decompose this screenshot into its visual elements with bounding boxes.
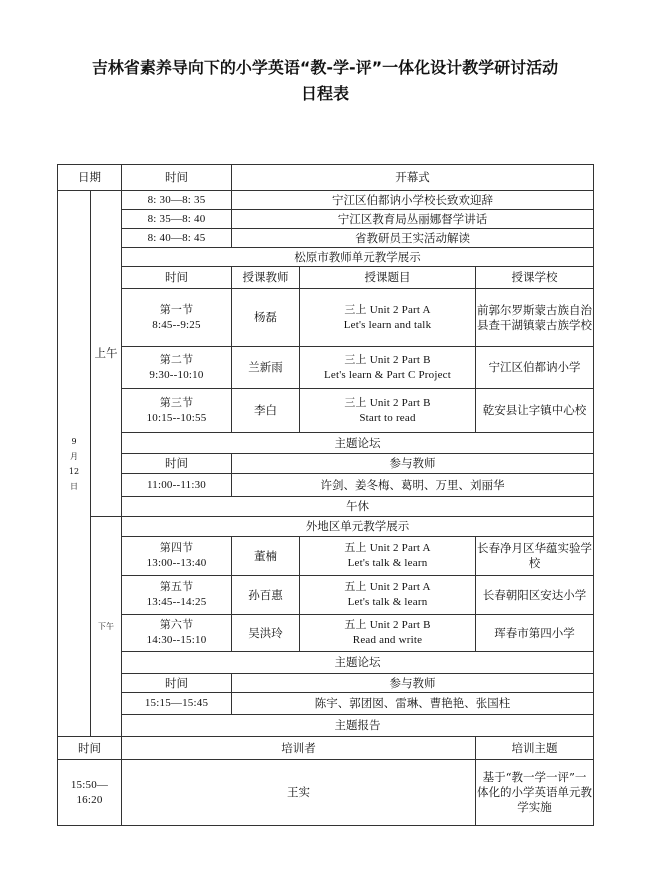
lesson-time-range: 8:45--9:25: [152, 318, 201, 331]
lesson-time-range: 13:45--14:25: [146, 596, 207, 608]
lunch-break: 午休: [122, 497, 594, 517]
lesson-teacher: 李白: [232, 389, 300, 433]
page-subtitle: 日程表: [300, 84, 349, 103]
lesson-period: 第五节: [159, 581, 194, 593]
lesson-period: 第四节: [159, 542, 194, 554]
lesson-time-range: 9:30--10:10: [149, 368, 204, 381]
table-row: [58, 615, 594, 652]
schedule-table: [57, 164, 594, 826]
section-title-other: 外地区单元教学展示: [122, 517, 594, 537]
table-row: [58, 693, 594, 715]
report-title: 主题报告: [122, 715, 594, 737]
lesson-period: 第一节: [159, 303, 194, 316]
forum-header-participants: 参与教师: [232, 454, 594, 474]
opening-content: 宁江区伯都讷小学校长致欢迎辞: [232, 191, 594, 210]
opening-content: 宁江区教育局丛丽娜督学讲话: [232, 210, 594, 229]
table-row: [58, 433, 594, 454]
header-row: [58, 165, 594, 191]
date-month-num: 9: [71, 436, 77, 446]
lesson-time: [122, 389, 232, 433]
opening-time: 8: 40—8: 45: [122, 229, 232, 248]
table-row: [58, 191, 594, 210]
col-header-time: 时间: [122, 267, 232, 289]
morning-label: 上午: [91, 191, 122, 517]
col-header-topic: 授课题目: [300, 267, 476, 289]
report-topic: 基于“教一学一评”一体化的小学英语单元教学实施: [476, 760, 594, 826]
lesson-school: 长春净月区华蕴实验学校: [476, 537, 594, 576]
lesson-school: 长春朝阳区安达小学: [476, 576, 594, 615]
lesson-teacher: 吴洪玲: [232, 615, 300, 652]
table-row: [58, 674, 594, 693]
date-month: 月: [70, 451, 78, 461]
table-row: [58, 229, 594, 248]
report-header-time: 时间: [58, 737, 122, 760]
opening-time: 8: 35—8: 40: [122, 210, 232, 229]
table-row: [58, 760, 594, 826]
lesson-topic-part: Let's talk & learn: [347, 557, 428, 569]
lesson-topic: [300, 289, 476, 347]
header-opening: 开幕式: [232, 165, 594, 191]
lesson-topic-unit: 三上 Unit 2 Part B: [344, 396, 431, 409]
section-title-songyuan: 松原市教师单元教学展示: [122, 248, 594, 267]
lesson-topic: [300, 537, 476, 576]
forum-header-time: 时间: [122, 674, 232, 693]
report-trainer: 王实: [122, 760, 476, 826]
report-time: 15:50—16:20: [58, 760, 122, 826]
lesson-time: [122, 576, 232, 615]
lesson-topic-part: Read and write: [352, 634, 423, 646]
forum-participants: 陈宇、郭团囡、雷琳、曹艳艳、张国柱: [232, 693, 594, 715]
table-row: [58, 454, 594, 474]
lesson-topic-unit: 三上 Unit 2 Part A: [344, 303, 431, 316]
lesson-school: 珲春市第四小学: [476, 615, 594, 652]
header-date: 日期: [58, 165, 122, 191]
forum-time: 15:15—15:45: [122, 693, 232, 715]
date-day-num: 12: [68, 466, 80, 476]
forum-title: 主题论坛: [122, 433, 594, 454]
lesson-period: 第六节: [159, 619, 194, 631]
table-row: [58, 715, 594, 737]
lesson-topic: [300, 389, 476, 433]
lesson-topic-unit: 三上 Unit 2 Part B: [344, 353, 431, 366]
lesson-topic-unit: 五上 Unit 2 Part A: [344, 542, 431, 554]
lesson-time-range: 14:30--15:10: [146, 634, 207, 646]
lesson-time: [122, 347, 232, 389]
date-cell: [58, 191, 91, 737]
forum-title: 主题论坛: [122, 652, 594, 674]
lesson-teacher: 孙百惠: [232, 576, 300, 615]
lesson-topic-part: Let's talk & learn: [347, 596, 428, 608]
lesson-topic-part: Start to read: [359, 411, 416, 424]
lesson-time-range: 13:00--13:40: [146, 557, 207, 569]
table-row: [58, 497, 594, 517]
table-row: [58, 210, 594, 229]
opening-content: 省教研员王实活动解读: [232, 229, 594, 248]
lesson-topic-part: Let's learn & Part C Project: [323, 368, 452, 381]
forum-participants: 许剑、姜冬梅、葛明、万里、刘丽华: [232, 474, 594, 497]
lesson-period: 第二节: [159, 353, 194, 366]
date-day: 日: [70, 481, 78, 491]
opening-time: 8: 30—8: 35: [122, 191, 232, 210]
table-row: [58, 389, 594, 433]
forum-header-participants: 参与教师: [232, 674, 594, 693]
lesson-topic-unit: 五上 Unit 2 Part B: [344, 619, 431, 631]
lesson-time: [122, 289, 232, 347]
table-row: [58, 537, 594, 576]
table-row: [58, 248, 594, 267]
table-row: [58, 517, 594, 537]
lesson-topic-part: Let's learn and talk: [343, 318, 432, 331]
lesson-topic: [300, 347, 476, 389]
lesson-period: 第三节: [159, 396, 194, 409]
page-title: 吉林省素养导向下的小学英语“教-学-评”一体化设计教学研讨活动: [91, 58, 559, 77]
lesson-time-range: 10:15--10:55: [146, 411, 207, 424]
lesson-school: 宁江区伯都讷小学: [476, 347, 594, 389]
report-header-topic: 培训主题: [476, 737, 594, 760]
lesson-header-row: [58, 267, 594, 289]
col-header-teacher: 授课教师: [232, 267, 300, 289]
lesson-school: 前郭尔罗斯蒙古族自治县查干湖镇蒙古族学校: [476, 289, 594, 347]
table-row: [58, 474, 594, 497]
lesson-teacher: 兰新雨: [232, 347, 300, 389]
lesson-teacher: 董楠: [232, 537, 300, 576]
lesson-teacher: 杨磊: [232, 289, 300, 347]
afternoon-label: 下午: [91, 517, 122, 737]
table-row: [58, 652, 594, 674]
lesson-time: [122, 537, 232, 576]
header-time: 时间: [122, 165, 232, 191]
table-row: [58, 347, 594, 389]
lesson-time: [122, 615, 232, 652]
report-header-trainer: 培训者: [122, 737, 476, 760]
forum-time: 11:00--11:30: [122, 474, 232, 497]
lesson-topic: [300, 576, 476, 615]
lesson-topic-unit: 五上 Unit 2 Part A: [344, 581, 431, 593]
col-header-school: 授课学校: [476, 267, 594, 289]
table-row: [58, 737, 594, 760]
table-row: [58, 289, 594, 347]
forum-header-time: 时间: [122, 454, 232, 474]
lesson-topic: [300, 615, 476, 652]
lesson-school: 乾安县让字镇中心校: [476, 389, 594, 433]
table-row: [58, 576, 594, 615]
